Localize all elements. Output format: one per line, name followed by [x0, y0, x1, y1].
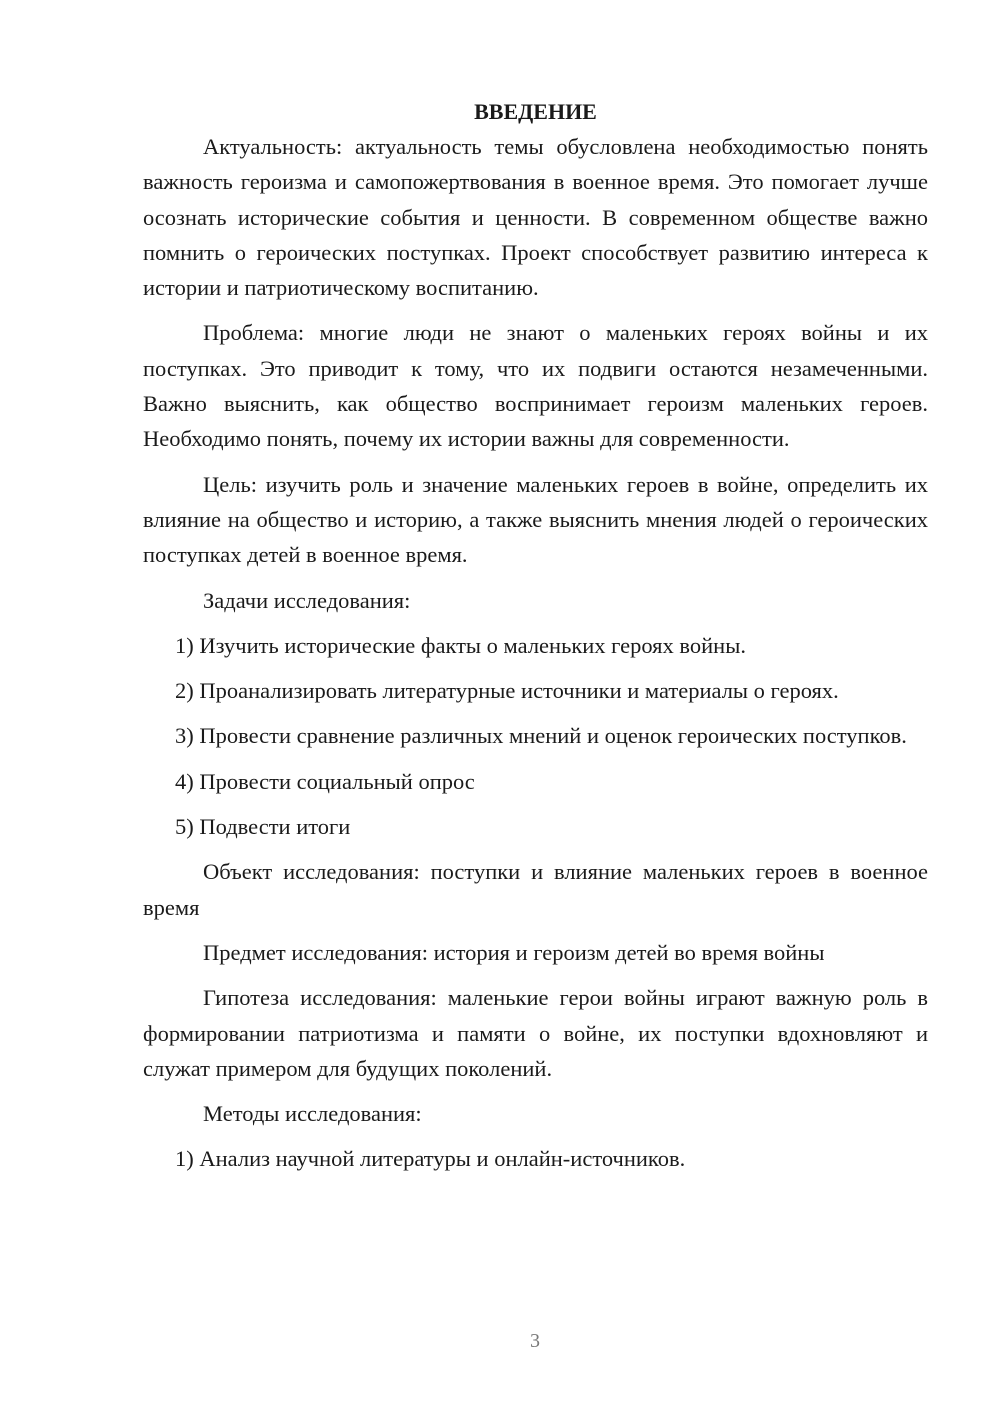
relevance-paragraph: Актуальность: актуальность темы обусловлена необходимостью понять важность героизма и самопожертвования в военное время. Это помогает лучше осознать исторические события и ценности. В современном обществе важно помнить о героических поступках. Проект способствует развитию интереса к истории и патриотическому воспитанию.: [143, 134, 928, 301]
problem-paragraph: Проблема: многие люди не знают о маленьких героях войны и их поступках. Это приводит к тому, что их подвиги остаются незамеченными. Важно выяснить, как общество воспринимает героизм маленьких героев. Необходимо понять, почему их истории важны для современности.: [143, 320, 928, 452]
task-item: 2) Проанализировать литературные источники и материалы о героях.: [175, 678, 839, 704]
methods-title: Методы исследования:: [203, 1101, 422, 1127]
method-item: 1) Анализ научной литературы и онлайн-источников.: [175, 1146, 686, 1172]
subject-paragraph: Предмет исследования: история и героизм детей во время войны: [203, 939, 825, 965]
document-page: [143, 94, 928, 1187]
task-item: 3) Провести сравнение различных мнений и оценок героических поступков.: [175, 723, 907, 749]
hypothesis-paragraph: Гипотеза исследования: маленькие герои войны играют важную роль в формировании патриотизма и памяти о войне, их поступки вдохновляют и служат примером для будущих поколений.: [143, 985, 928, 1081]
tasks-title: Задачи исследования:: [203, 587, 411, 613]
object-paragraph: Объект исследования: поступки и влияние маленьких героев в военное время: [143, 859, 928, 920]
page-number: 3: [530, 1330, 540, 1352]
task-item: 5) Подвести итоги: [175, 814, 351, 840]
task-item: 4) Провести социальный опрос: [175, 768, 475, 794]
page-title: ВВЕДЕНИЕ: [474, 99, 597, 124]
goal-paragraph: Цель: изучить роль и значение маленьких героев в войне, определить их влияние на общество и историю, а также выяснить мнения людей о героических поступках детей в военное время.: [143, 471, 928, 568]
task-item: 1) Изучить исторические факты о маленьких героях войны.: [175, 632, 746, 658]
